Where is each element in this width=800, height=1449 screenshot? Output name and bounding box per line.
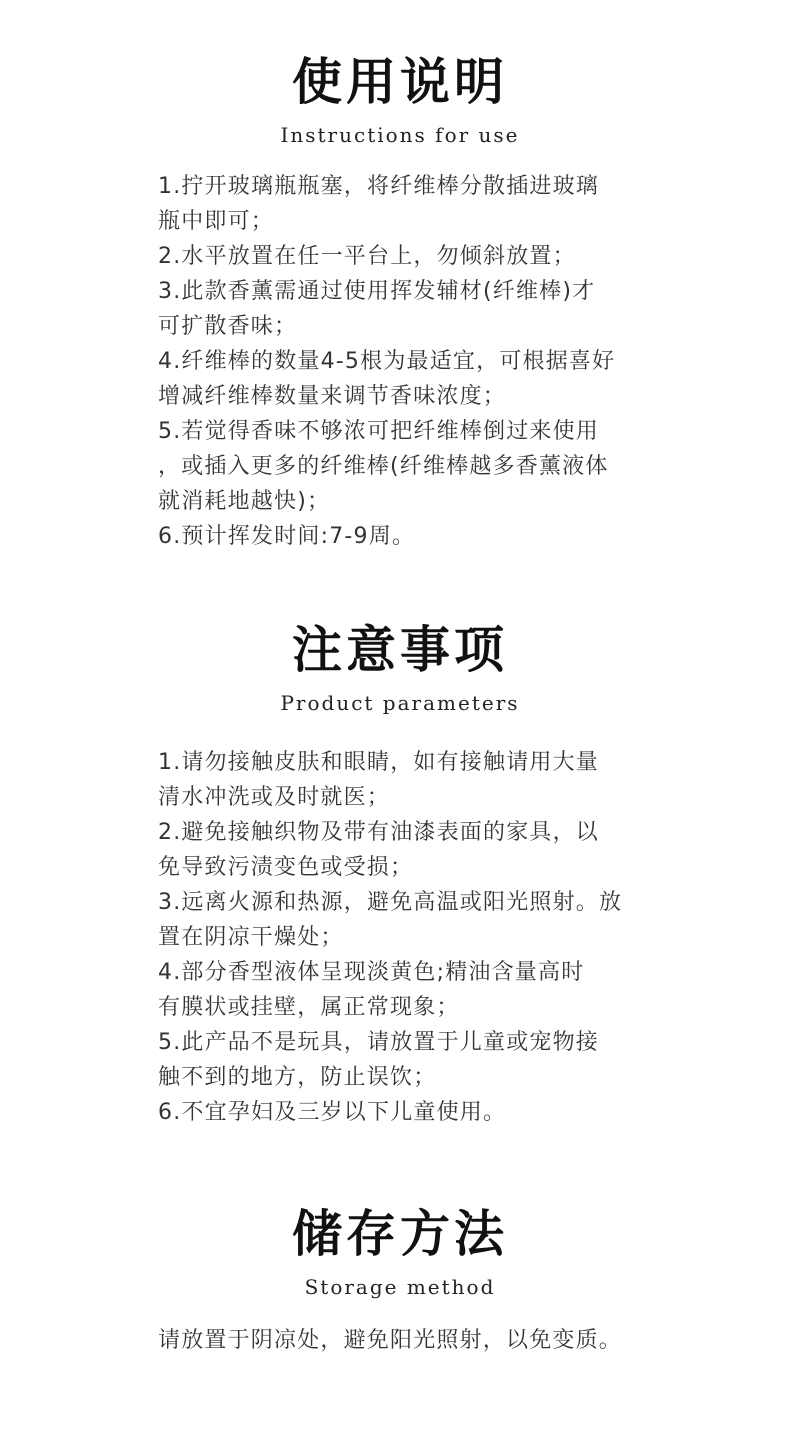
list-item: 2.避免接触织物及带有油漆表面的家具，以 xyxy=(158,820,599,845)
list-item: 6.预计挥发时间:7-9周。 xyxy=(158,524,416,549)
list-item: 5.此产品不是玩具，请放置于儿童或宠物接 xyxy=(158,1030,599,1055)
list-item: 3.远离火源和热源，避免高温或阳光照射。放 xyxy=(158,890,623,915)
list-item: 清水冲洗或及时就医； xyxy=(158,785,391,810)
list-item: 1.请勿接触皮肤和眼睛，如有接触请用大量 xyxy=(158,750,599,775)
list-item: 有膜状或挂壁，属正常现象； xyxy=(158,995,460,1020)
instructions-list xyxy=(158,169,658,554)
list-item: 4.部分香型液体呈现淡黄色;精油含量高时 xyxy=(158,960,585,985)
list-item: 触不到的地方，防止误饮； xyxy=(158,1065,437,1090)
section-title: 储存方法 xyxy=(292,1204,508,1263)
list-item: 3.此款香薰需通过使用挥发辅材(纤维棒)才 xyxy=(158,279,596,304)
list-item: 2.水平放置在任一平台上，勿倾斜放置； xyxy=(158,244,576,269)
list-item: 6.不宜孕妇及三岁以下儿童使用。 xyxy=(158,1100,507,1125)
list-item: 增减纤维棒数量来调节香味浓度； xyxy=(158,384,507,409)
instructions-header xyxy=(0,52,800,148)
section-subtitle: Instructions for use xyxy=(280,123,520,147)
storage-text xyxy=(158,1323,658,1358)
section-subtitle: Storage method xyxy=(304,1275,496,1299)
list-item: 5.若觉得香味不够浓可把纤维棒倒过来使用 xyxy=(158,419,599,444)
section-title: 使用说明 xyxy=(292,52,508,111)
list-item: 4.纤维棒的数量4-5根为最适宜，可根据喜好 xyxy=(158,349,616,374)
precautions-header xyxy=(0,620,800,716)
section-title: 注意事项 xyxy=(292,620,508,679)
list-item: 免导致污渍变色或受损； xyxy=(158,855,414,880)
list-item: 就消耗地越快)； xyxy=(158,489,331,514)
list-item: ，或插入更多的纤维棒(纤维棒越多香薰液体 xyxy=(158,454,609,479)
list-item: 置在阴凉干燥处； xyxy=(158,925,344,950)
section-subtitle: Product parameters xyxy=(280,691,520,715)
list-item: 瓶中即可； xyxy=(158,209,275,234)
storage-header xyxy=(0,1204,800,1300)
list-item: 可扩散香味； xyxy=(158,314,298,339)
precautions-list xyxy=(158,745,658,1130)
list-item: 请放置于阴凉处，避免阳光照射，以免变质。 xyxy=(158,1328,623,1353)
list-item: 1.拧开玻璃瓶瓶塞，将纤维棒分散插进玻璃 xyxy=(158,174,599,199)
